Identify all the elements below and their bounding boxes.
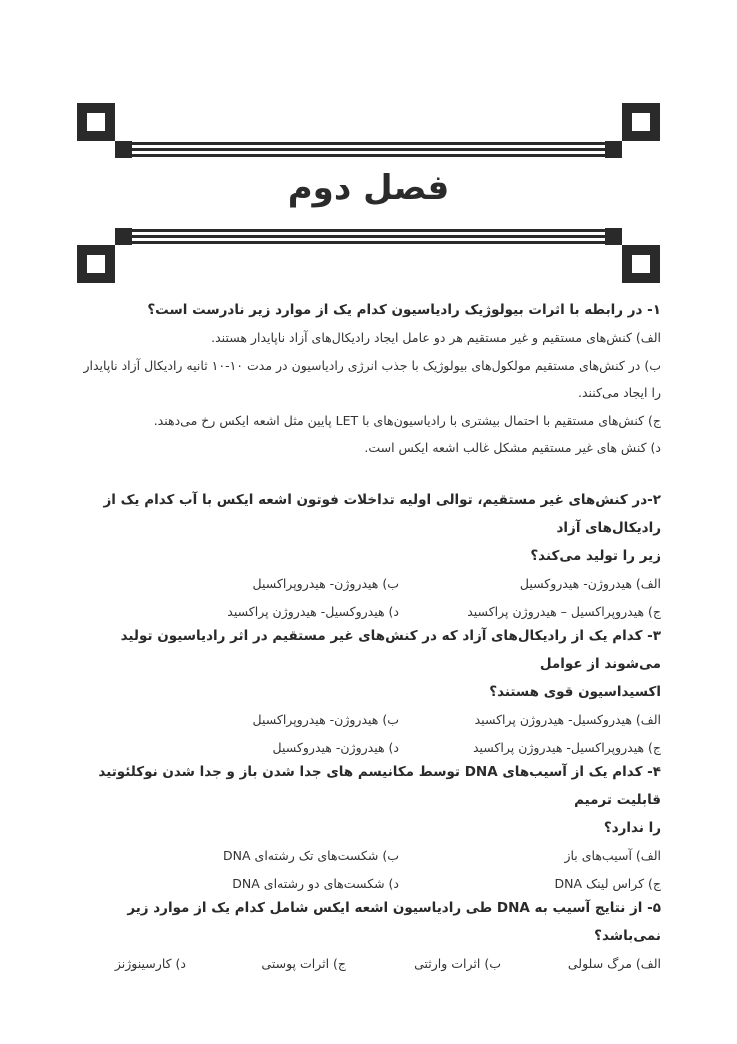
question-2-option-c: ج) هیدروپراکسیل – هیدروژن پراکسید <box>467 603 661 619</box>
question-4-text: ۴- کدام یک از آسیب‌های DNA توسط مکانیسم های جدا شدن باز و جدا شدن نوکلئوتید قابلیت ترمیم <box>98 764 661 808</box>
question-4-text-cont: را ندارد؟ <box>603 820 661 836</box>
question-2 <box>77 486 661 625</box>
question-1-option-c: ج) کنش‌های مستقیم با احتمال بیشتری با رادیاسیون‌های با LET پایین مثل اشعه ایکس رخ می‌دهند. <box>153 412 661 428</box>
corner-square-bottom-right <box>622 245 660 283</box>
question-5-option-a: الف) مرگ سلولی <box>567 956 661 971</box>
question-1-option-b-cont: را ایجاد می‌کنند. <box>578 385 661 400</box>
question-3 <box>77 622 661 761</box>
question-2-text-cont: زیر را تولید می‌کند؟ <box>530 548 661 564</box>
question-4 <box>77 758 661 897</box>
corner-square-top-right <box>622 103 660 141</box>
bottom-rule <box>115 228 622 245</box>
question-2-option-d: د) هیدروکسیل- هیدروژن پراکسید <box>227 603 399 619</box>
question-2-options-row-2 <box>77 598 661 626</box>
question-1 <box>77 296 661 462</box>
question-3-option-c: ج) هیدروپراکسیل- هیدروژن پراکسید <box>472 739 661 755</box>
question-3-option-d: د) هیدروژن- هیدروکسیل <box>272 739 399 755</box>
question-2-option-b: ب) هیدروژن- هیدروپراکسیل <box>252 576 399 591</box>
question-4-options-row-2 <box>77 870 661 898</box>
question-3-option-b: ب) هیدروژن- هیدروپراکسیل <box>252 712 399 727</box>
question-3-option-a: الف) هیدروکسیل- هیدروژن پراکسید <box>474 712 661 727</box>
question-3-text: ۳- کدام یک از رادیکال‌های آزاد که در کنش‌های غیر مستقیم در اثر رادیاسیون تولید می‌شوند از عوامل <box>120 628 661 672</box>
question-4-option-c: ج) کراس لینک DNA <box>554 875 661 891</box>
question-5-option-b: ب) اثرات وارثتی <box>414 956 501 971</box>
question-3-text-cont: اکسیداسیون قوی هستند؟ <box>489 684 661 700</box>
corner-square-bottom-left <box>77 245 115 283</box>
question-1-option-a: الف) کنش‌های مستقیم و غیر مستقیم هر دو عامل ایجاد رادیکال‌های آزاد ناپایدار هستند. <box>211 330 661 345</box>
question-4-option-d: د) شکست‌های دو رشته‌ای DNA <box>232 875 399 891</box>
question-1-option-d: د) کنش های غیر مستقیم مشکل غالب اشعه ایکس است. <box>364 440 661 455</box>
question-4-option-a: الف) آسیب‌های باز <box>564 848 661 863</box>
question-4-option-b: ب) شکست‌های تک رشته‌ای DNA <box>223 848 399 863</box>
question-3-options-row-2 <box>77 734 661 762</box>
question-1-option-b: ب) در کنش‌های مستقیم مولکول‌های بیولوژیک با جذب انرژی رادیاسیون در مدت ۱۰-۱۰ ثانیه رادیکال آزاد ناپایدار <box>83 357 661 373</box>
question-5-options-row <box>77 950 661 978</box>
question-3-options-row-1 <box>77 706 661 734</box>
corner-square-top-left <box>77 103 115 141</box>
question-5 <box>77 894 661 978</box>
question-5-option-c: ج) اثرات پوستی <box>261 956 346 971</box>
chapter-title: فصل دوم <box>287 168 450 208</box>
question-5-text: ۵- از نتایج آسیب به DNA طی رادیاسیون اشعه ایکس شامل کدام یک از موارد زیر نمی‌باشد؟ <box>127 900 661 944</box>
question-2-option-a: الف) هیدروژن- هیدروکسیل <box>519 576 661 591</box>
question-1-text: ۱- در رابطه با اثرات بیولوژیک رادیاسیون کدام یک از موارد زیر نادرست است؟ <box>147 302 661 318</box>
top-rule <box>115 141 622 158</box>
question-2-options-row-1 <box>77 570 661 598</box>
question-2-text: ۲-در کنش‌های غیر مستقیم، توالی اولیه تداخلات فوتون اشعه ایکس با آب کدام یک از رادیکال‌های آزاد <box>103 492 661 536</box>
question-4-options-row-1 <box>77 842 661 870</box>
question-5-option-d: د) کارسینوژنز <box>114 956 186 971</box>
